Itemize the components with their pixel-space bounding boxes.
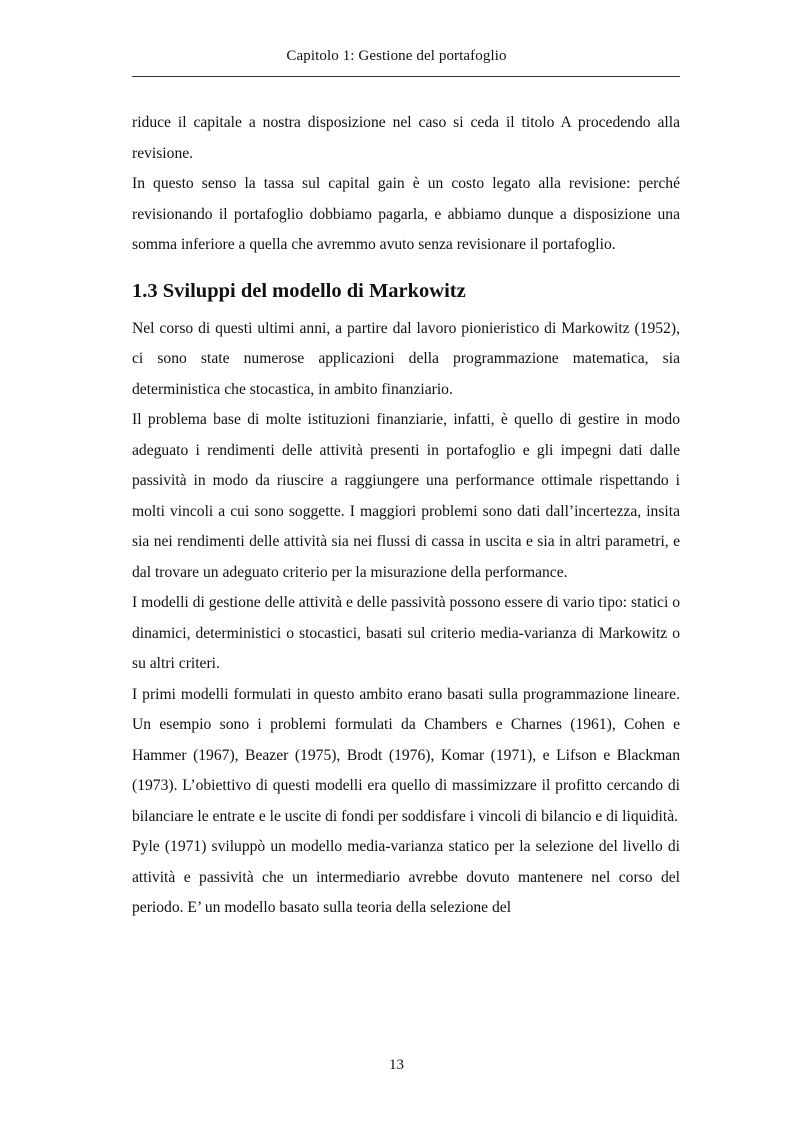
page-body xyxy=(132,108,680,924)
paragraph: In questo senso la tassa sul capital gain è un costo legato alla revisione: perché revisionando il portafoglio dobbiamo pagarla, e abbiamo dunque a disposizione una somma inferiore a quella che avremmo avuto senza revisionare il portafoglio. xyxy=(132,175,680,253)
paragraph: Nel corso di questi ultimi anni, a partire dal lavoro pionieristico di Markowitz (1952), ci sono state numerose applicazioni della programmazione matematica, sia deterministica che stocastica, in ambito finanziario. xyxy=(132,319,680,398)
paragraph: riduce il capitale a nostra disposizione nel caso si ceda il titolo A procedendo alla revisione. xyxy=(132,114,680,162)
paragraph: Il problema base di molte istituzioni finanziarie, infatti, è quello di gestire in modo adeguato i rendimenti delle attività presenti in portafoglio e gli impegni dati dalle passività in modo da riuscire a raggiungere una performance ottimale rispettando i molti vincoli a cui sono soggette. I maggiori problemi sono dati dall’incertezza, insita sia nei rendimenti delle attività sia nei flussi di cassa in uscita e sia in altri parametri, e dal trovare un adeguato criterio per la misurazione della performance. xyxy=(132,411,680,581)
section-heading: 1.3 Sviluppi del modello di Markowitz xyxy=(132,279,466,302)
paragraph: Pyle (1971) sviluppò un modello media-varianza statico per la selezione del livello di attività e passività che un intermediario avrebbe dovuto mantenere nel corso del periodo. E’ un modello basato sulla teoria della selezione del xyxy=(132,838,680,916)
paragraph: I primi modelli formulati in questo ambito erano basati sulla programmazione lineare. Un esempio sono i problemi formulati da Chambers e Charnes (1961), Cohen e Hammer (1967), Beazer (1975), Brodt (1976), Komar (1971), e Lifson e Blackman (1973). L’obiettivo di questi modelli era quello di massimizzare il profitto cercando di bilanciare le entrate e le uscite di fondi per soddisfare i vincoli di bilancio e di liquidità. xyxy=(132,685,680,825)
header-divider xyxy=(132,76,680,77)
paragraph: I modelli di gestione delle attività e delle passività possono essere di vario tipo: statici o dinamici, deterministici o stocastici, basati sul criterio media-varianza di Markowitz o su altri criteri. xyxy=(132,594,680,672)
page-number: 13 xyxy=(389,1057,404,1073)
running-header: Capitolo 1: Gestione del portafoglio xyxy=(286,48,507,64)
